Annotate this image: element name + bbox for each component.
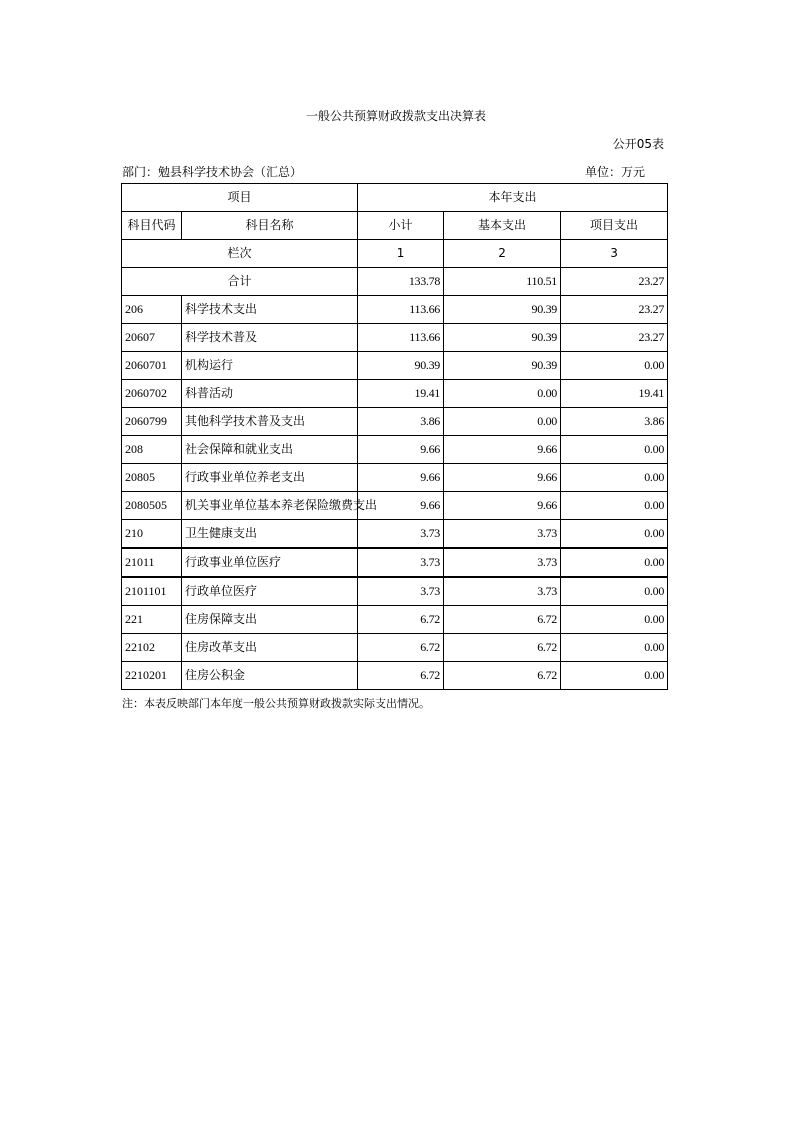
- subject-code: 20607: [122, 324, 182, 352]
- column-index-3: 3: [561, 240, 668, 268]
- project-cell: 23.27: [561, 324, 668, 352]
- table-row: [122, 634, 668, 662]
- subtotal-cell: 113.66: [358, 324, 444, 352]
- subtotal-cell: 6.72: [358, 662, 444, 690]
- table-row: [122, 380, 668, 408]
- subject-name: 机关事业单位基本养老保险缴费支出: [182, 492, 358, 520]
- expenditure-table: [121, 183, 668, 690]
- total-label: 合计: [122, 268, 358, 296]
- header-item: 项目: [122, 184, 358, 212]
- basic-cell: 6.72: [444, 606, 561, 634]
- department-label: 部门：勉县科学技术协会（汇总）: [122, 165, 303, 179]
- basic-cell: 0.00: [444, 380, 561, 408]
- table-row: [122, 464, 668, 492]
- unit-label: 单位：万元: [584, 165, 645, 179]
- subtotal-cell: 3.73: [358, 520, 444, 549]
- basic-cell: 6.72: [444, 662, 561, 690]
- basic-cell: 3.73: [444, 548, 561, 577]
- table-row: [122, 520, 668, 549]
- project-cell: 0.00: [561, 436, 668, 464]
- subject-code: 2210201: [122, 662, 182, 690]
- subject-name: 行政事业单位医疗: [182, 548, 358, 577]
- footnote: 注：本表反映部门本年度一般公共预算财政拨款实际支出情况。: [122, 697, 430, 710]
- report-title: 一般公共预算财政拨款支出决算表: [305, 109, 486, 123]
- project-cell: 0.00: [561, 634, 668, 662]
- table-row: [122, 408, 668, 436]
- basic-cell: 90.39: [444, 352, 561, 380]
- project-cell: 0.00: [561, 606, 668, 634]
- subject-name: 住房改革支出: [182, 634, 358, 662]
- subtotal-cell: 19.41: [358, 380, 444, 408]
- subtotal-cell: 9.66: [358, 492, 444, 520]
- header-annual-expenditure: 本年支出: [358, 184, 668, 212]
- header-code: 科目代码: [122, 212, 182, 240]
- subject-code: 206: [122, 296, 182, 324]
- subject-name: 住房公积金: [182, 662, 358, 690]
- subject-name: 科学技术支出: [182, 296, 358, 324]
- table-row: [122, 492, 668, 520]
- subject-name: 其他科学技术普及支出: [182, 408, 358, 436]
- subject-code: 210: [122, 520, 182, 549]
- subject-code: 20805: [122, 464, 182, 492]
- header-basic: 基本支出: [444, 212, 561, 240]
- project-cell: 0.00: [561, 548, 668, 577]
- table-row: [122, 662, 668, 690]
- total-subtotal: 133.78: [358, 268, 444, 296]
- subject-name: 社会保障和就业支出: [182, 436, 358, 464]
- project-cell: 0.00: [561, 577, 668, 606]
- subject-name: 科学技术普及: [182, 324, 358, 352]
- project-cell: 0.00: [561, 520, 668, 549]
- form-number: 公开05表: [612, 137, 664, 151]
- basic-cell: 90.39: [444, 324, 561, 352]
- table-row: [122, 577, 668, 606]
- basic-cell: 9.66: [444, 436, 561, 464]
- subtotal-cell: 113.66: [358, 296, 444, 324]
- subject-name: 行政单位医疗: [182, 577, 358, 606]
- table-row: [122, 352, 668, 380]
- subject-code: 2060799: [122, 408, 182, 436]
- subject-name: 住房保障支出: [182, 606, 358, 634]
- subtotal-cell: 3.86: [358, 408, 444, 436]
- subtotal-cell: 9.66: [358, 436, 444, 464]
- project-cell: 3.86: [561, 408, 668, 436]
- table-row: [122, 324, 668, 352]
- table-row: [122, 548, 668, 577]
- table-row: [122, 606, 668, 634]
- subtotal-cell: 3.73: [358, 577, 444, 606]
- basic-cell: 3.73: [444, 520, 561, 549]
- subject-code: 221: [122, 606, 182, 634]
- table-row: [122, 436, 668, 464]
- total-basic: 110.51: [444, 268, 561, 296]
- subject-name: 卫生健康支出: [182, 520, 358, 549]
- subject-code: 208: [122, 436, 182, 464]
- header-row-1: [122, 184, 668, 212]
- subject-code: 2060701: [122, 352, 182, 380]
- subject-code: 21011: [122, 548, 182, 577]
- subject-code: 2060702: [122, 380, 182, 408]
- project-cell: 0.00: [561, 662, 668, 690]
- subtotal-cell: 3.73: [358, 548, 444, 577]
- project-cell: 0.00: [561, 464, 668, 492]
- project-cell: 0.00: [561, 492, 668, 520]
- subtotal-cell: 90.39: [358, 352, 444, 380]
- column-index-1: 1: [358, 240, 444, 268]
- subject-name: 科普活动: [182, 380, 358, 408]
- total-project: 23.27: [561, 268, 668, 296]
- subject-code: 2080505: [122, 492, 182, 520]
- basic-cell: 9.66: [444, 464, 561, 492]
- project-cell: 23.27: [561, 296, 668, 324]
- subtotal-cell: 9.66: [358, 464, 444, 492]
- table-row: [122, 296, 668, 324]
- subject-code: 22102: [122, 634, 182, 662]
- project-cell: 0.00: [561, 352, 668, 380]
- basic-cell: 9.66: [444, 492, 561, 520]
- header-subtotal: 小计: [358, 212, 444, 240]
- basic-cell: 90.39: [444, 296, 561, 324]
- subject-name: 机构运行: [182, 352, 358, 380]
- basic-cell: 3.73: [444, 577, 561, 606]
- header-row-2: [122, 212, 668, 240]
- column-index-2: 2: [444, 240, 561, 268]
- header-project: 项目支出: [561, 212, 668, 240]
- subject-name: 行政事业单位养老支出: [182, 464, 358, 492]
- project-cell: 19.41: [561, 380, 668, 408]
- column-index-row: [122, 240, 668, 268]
- basic-cell: 0.00: [444, 408, 561, 436]
- subject-code: 2101101: [122, 577, 182, 606]
- basic-cell: 6.72: [444, 634, 561, 662]
- row-label: 栏次: [122, 240, 358, 268]
- total-row: [122, 268, 668, 296]
- header-name: 科目名称: [182, 212, 358, 240]
- subtotal-cell: 6.72: [358, 606, 444, 634]
- subtotal-cell: 6.72: [358, 634, 444, 662]
